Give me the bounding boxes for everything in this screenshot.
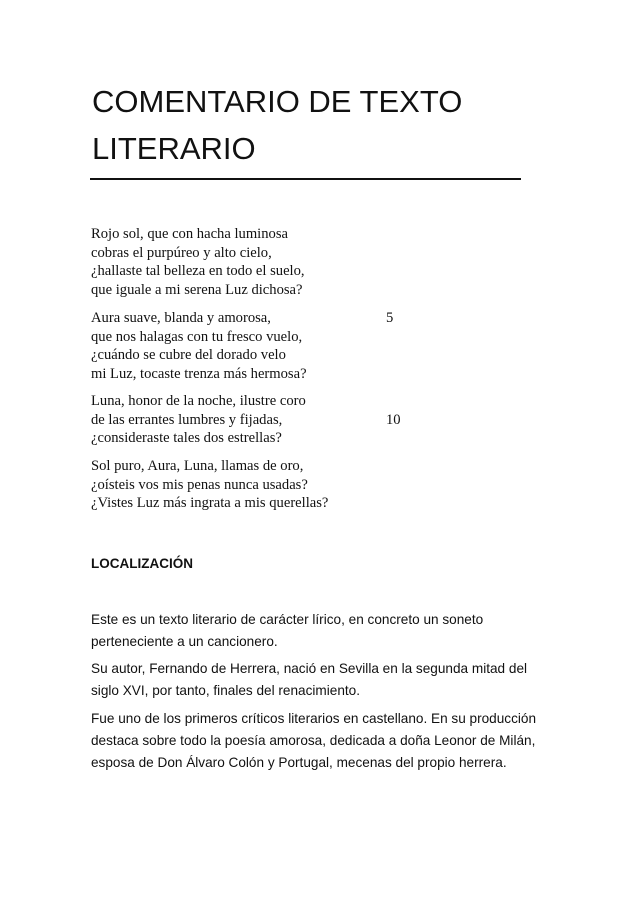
section-heading: LOCALIZACIÓN <box>91 556 193 571</box>
paragraph <box>91 708 561 774</box>
stanza-3 <box>91 392 531 448</box>
paragraph <box>91 609 561 653</box>
title-underline <box>90 178 521 180</box>
page-title <box>92 78 532 172</box>
verse: ¿oísteis vos mis penas nunca usadas? <box>91 476 308 493</box>
verse: ¿Vistes Luz más ingrata a mis querellas? <box>91 495 329 511</box>
verse: Rojo sol, que con hacha luminosa <box>91 226 288 242</box>
verse-text: de las errantes lumbres y fijadas, <box>91 411 283 428</box>
verse: ¿hallaste tal belleza en todo el suelo, <box>91 263 305 279</box>
paragraph-line: perteneciente a un cancionero. <box>91 634 278 649</box>
line-number: 5 <box>386 310 394 326</box>
verse: que nos halagas con tu fresco vuelo, <box>91 328 303 345</box>
verse <box>91 411 531 430</box>
paragraph-line: Fue uno de los primeros críticos literarios en castellano. En su producción <box>91 711 537 726</box>
title-line-2: LITERARIO <box>92 131 256 166</box>
paragraph-line: Este es un texto literario de carácter lírico, en concreto un soneto <box>91 612 484 627</box>
title-line-1: COMENTARIO DE TEXTO <box>92 84 463 119</box>
verse: Luna, honor de la noche, ilustre coro <box>91 393 306 409</box>
paragraph-line: esposa de Don Álvaro Colón y Portugal, mecenas del propio herrera. <box>91 755 507 770</box>
paragraph-line: siglo XVI, por tanto, finales del renacimiento. <box>91 683 361 698</box>
paragraph-line: Su autor, Fernando de Herrera, nació en Sevilla en la segunda mitad del <box>91 661 528 676</box>
verse: mi Luz, tocaste trenza más hermosa? <box>91 365 307 382</box>
verse: que iguale a mi serena Luz dichosa? <box>91 281 303 298</box>
line-number: 10 <box>386 411 401 428</box>
paragraph-line: destaca sobre todo la poesía amorosa, dedicada a doña Leonor de Milán, <box>91 733 536 748</box>
verse-text: Aura suave, blanda y amorosa, <box>91 310 271 326</box>
verse: ¿cuándo se cubre del dorado velo <box>91 347 286 363</box>
verse: ¿consideraste tales dos estrellas? <box>91 430 282 446</box>
stanza-1 <box>91 225 531 299</box>
paragraph <box>91 658 561 702</box>
stanza-4 <box>91 457 531 513</box>
verse: cobras el purpúreo y alto cielo, <box>91 244 272 261</box>
stanza-2 <box>91 309 531 383</box>
verse <box>91 309 531 328</box>
verse: Sol puro, Aura, Luna, llamas de oro, <box>91 458 304 474</box>
